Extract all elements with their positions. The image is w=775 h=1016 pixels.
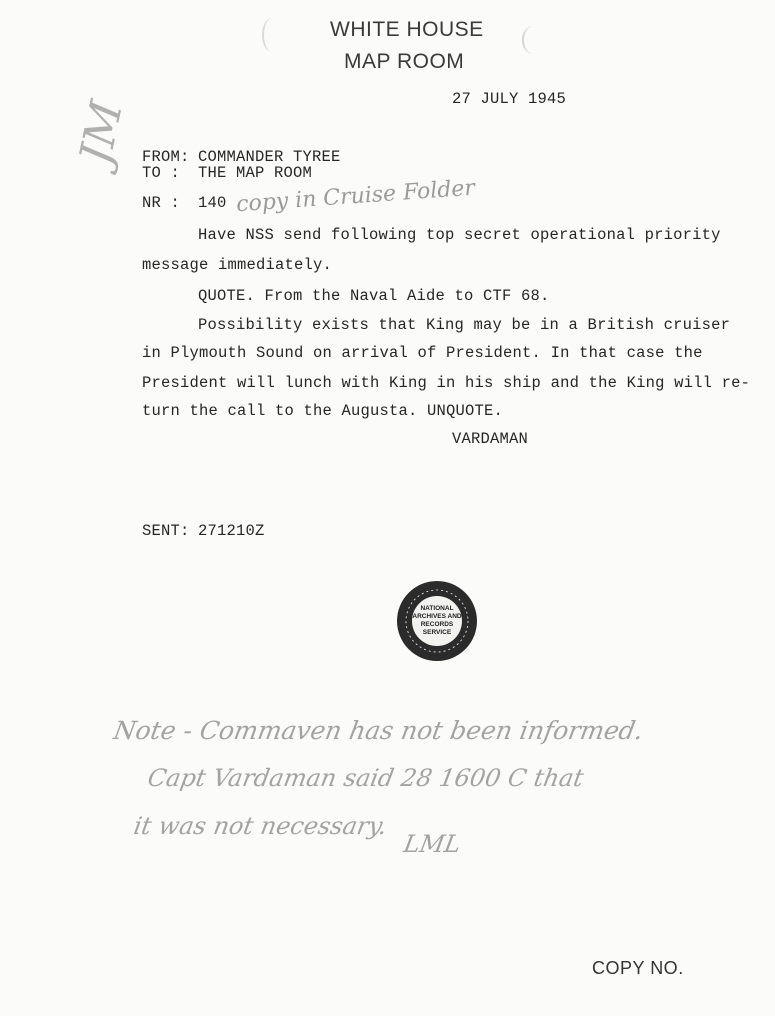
header-line-1: WHITE HOUSE [330,18,484,41]
nr-label: NR : [142,194,181,212]
stamp-line-3: RECORDS [420,621,454,628]
body-p1-line1: Have NSS send following top secret operational priority [198,226,721,244]
stamp-line-2: ARCHIVES AND [412,613,462,620]
body-p3-line2: in Plymouth Sound on arrival of President. In that case the [142,344,703,362]
sent-value: 271210Z [198,522,265,540]
stamp-inner-text [394,605,480,637]
handwritten-note-line-3: it was not necessary. [131,812,390,840]
stamp-line-1: NATIONAL [420,605,454,612]
to-label: TO : [142,164,181,182]
body-p1-line2: message immediately. [142,256,333,274]
signature: VARDAMAN [452,430,529,448]
handwritten-note-line-2: Capt Vardaman said 28 1600 C that [145,764,586,792]
body-p3-line1: Possibility exists that King may be in a British cruiser [198,316,731,334]
handwritten-note-initials: LML [401,830,463,858]
header-line-2: MAP ROOM [344,50,465,73]
archives-stamp [394,578,480,664]
nr-value: 140 [198,194,227,212]
margin-initials: JM [70,96,133,169]
from-label: FROM: [142,148,190,166]
sent-label: SENT: [142,522,190,540]
paper-mark-right [522,26,544,54]
copy-number-label: COPY NO. [592,958,684,978]
body-p3-line4: turn the call to the Augusta. UNQUOTE. [142,402,504,420]
from-value: COMMANDER TYREE [198,148,341,166]
to-value: THE MAP ROOM [198,164,313,182]
body-p3-line3: President will lunch with King in his ship and the King will re- [142,374,751,392]
document-date: 27 JULY 1945 [452,90,567,108]
body-p2: QUOTE. From the Naval Aide to CTF 68. [198,287,550,305]
handwritten-note-line-1: Note - Commaven has not been informed. [111,716,646,745]
stamp-line-4: SERVICE [422,629,452,636]
paper-mark-left [262,18,282,52]
nr-handwritten-note: copy in Cruise Folder [235,175,476,218]
